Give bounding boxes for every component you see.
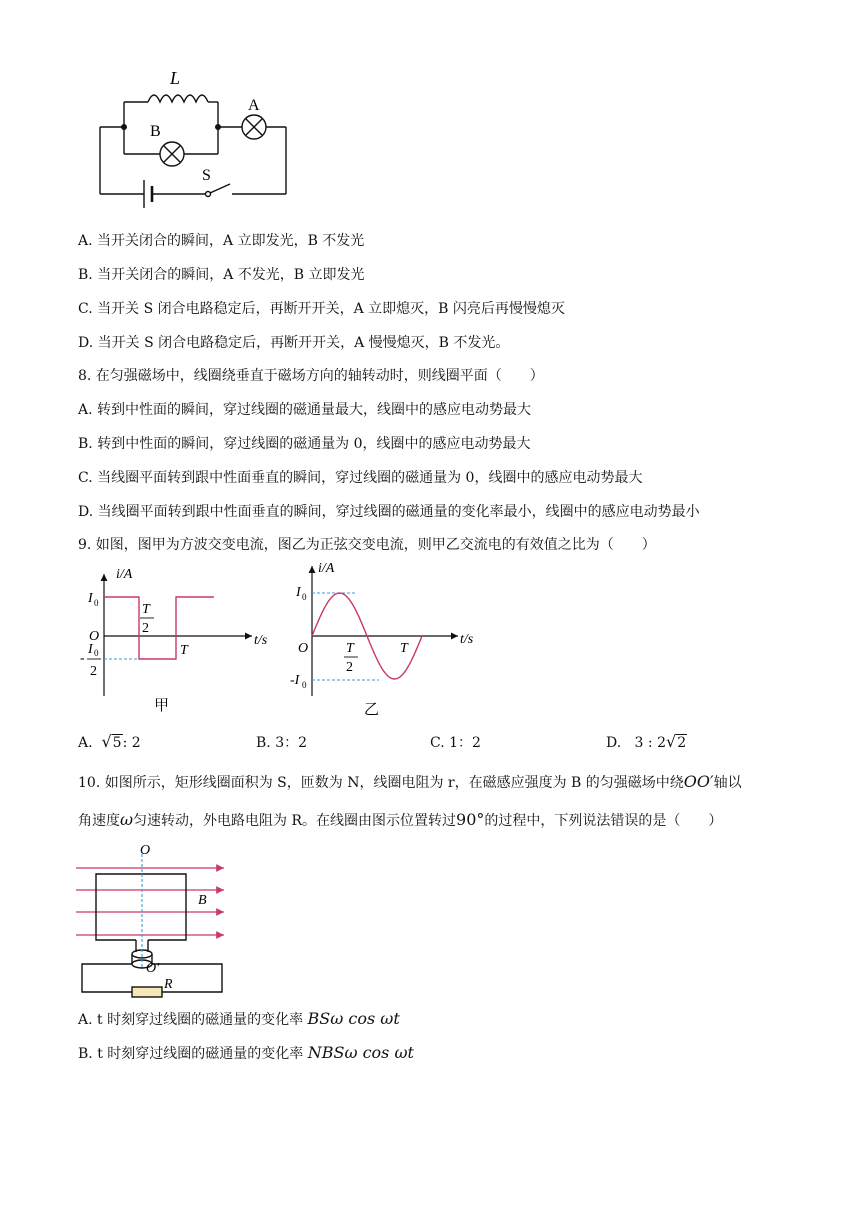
q9-sine-wave-figure (288, 558, 488, 720)
q9-option-a: A. √5: 2 (78, 732, 141, 751)
neg-sub: 0 (94, 648, 99, 658)
neg-level-label: -I (290, 673, 300, 688)
pos-level-label: I (88, 591, 93, 606)
pos-level-sub: 0 (302, 592, 307, 602)
q7-option-b: B. 当开关闭合的瞬间，A 不发光，B 立即发光 (78, 267, 365, 283)
neg-den: 2 (90, 664, 97, 679)
axis-o-bottom: O′ (146, 961, 160, 976)
origin-label: O (89, 629, 100, 644)
q7-option-a: A. 当开关闭合的瞬间，A 立即发光，B 不发光 (78, 233, 365, 249)
x-axis-label: t/s (460, 632, 474, 647)
neg-sign: - (80, 651, 85, 666)
inductor-label: L (170, 68, 181, 88)
q10-stem-line1: 10. 如图所示，矩形线圈面积为 S，匝数为 N，线圈电阻为 r，在磁感应强度为 B 的匀强磁场中绕OO′轴以 (78, 772, 742, 791)
q8-option-a: A. 转到中性面的瞬间，穿过线圈的磁通量最大，线圈中的感应电动势最大 (78, 402, 532, 418)
neg-num: I (88, 642, 93, 657)
q8-option-d: D. 当线圈平面转到跟中性面垂直的瞬间，穿过线圈的磁通量的变化率最小，线圈中的感应电动势最小 (78, 504, 700, 520)
lamp-a-label: A (248, 97, 260, 114)
origin-label: O (298, 641, 309, 656)
pos-level-sub: 0 (94, 598, 99, 608)
caption-yi: 乙 (364, 702, 380, 718)
q9-option-c: C. 1：2 (430, 735, 481, 751)
t-label: T (180, 643, 188, 658)
pos-level-label: I (296, 585, 301, 600)
half-t-num: T (346, 641, 354, 656)
caption-jia: 甲 (154, 698, 170, 714)
half-t-num: T (142, 602, 150, 617)
x-axis-label: t/s (254, 633, 268, 648)
t-label: T (400, 641, 408, 656)
q7-option-c: C. 当开关 S 闭合电路稳定后，再断开开关，A 立即熄灭，B 闪亮后再慢慢熄灭 (78, 301, 565, 317)
q8-option-c: C. 当线圈平面转到跟中性面垂直的瞬间，穿过线圈的磁通量为 0，线圈中的感应电动势最大 (78, 470, 643, 486)
square-wave-curve (104, 597, 214, 659)
q7-option-d: D. 当开关 S 闭合电路稳定后，再断开开关，A 慢慢熄灭，B 不发光。 (78, 335, 510, 351)
half-t-den: 2 (142, 621, 149, 636)
y-axis-label: i/A (318, 561, 335, 576)
half-t-den: 2 (346, 660, 353, 675)
q8-stem: 8. 在匀强磁场中，线圈绕垂直于磁场方向的轴转动时，则线圈平面（ ） (78, 368, 544, 384)
switch-label: S (202, 167, 211, 184)
q10-stem-line2: 角速度ω匀速转动，外电路电阻为 R。在线圈由图示位置转过90°的过程中，下列说法错误的是（ ） (78, 810, 723, 829)
q7-circuit-figure (90, 62, 300, 212)
lamp-b-label: B (150, 123, 161, 140)
axis-o-top: O (140, 843, 151, 858)
q9-stem: 9. 如图，图甲为方波交变电流，图乙为正弦交变电流，则甲乙交流电的有效值之比为（ ） (78, 537, 656, 553)
q8-option-b: B. 转到中性面的瞬间，穿过线圈的磁通量为 0，线圈中的感应电动势最大 (78, 436, 531, 452)
q10-coil-figure (76, 840, 236, 1000)
y-axis-label: i/A (116, 567, 133, 582)
q10-option-b: B. t 时刻穿过线圈的磁通量的变化率 NBSω cos ωt (78, 1043, 414, 1062)
field-b-label: B (198, 893, 207, 908)
q9-square-wave-figure (80, 564, 280, 720)
q9-option-d: D. 3 : 2√2 (606, 732, 687, 751)
resistor-r-label: R (164, 977, 173, 992)
q9-option-b: B. 3：2 (256, 735, 308, 751)
q10-option-a: A. t 时刻穿过线圈的磁通量的变化率 BSω cos ωt (78, 1009, 400, 1028)
neg-level-sub: 0 (302, 680, 307, 690)
